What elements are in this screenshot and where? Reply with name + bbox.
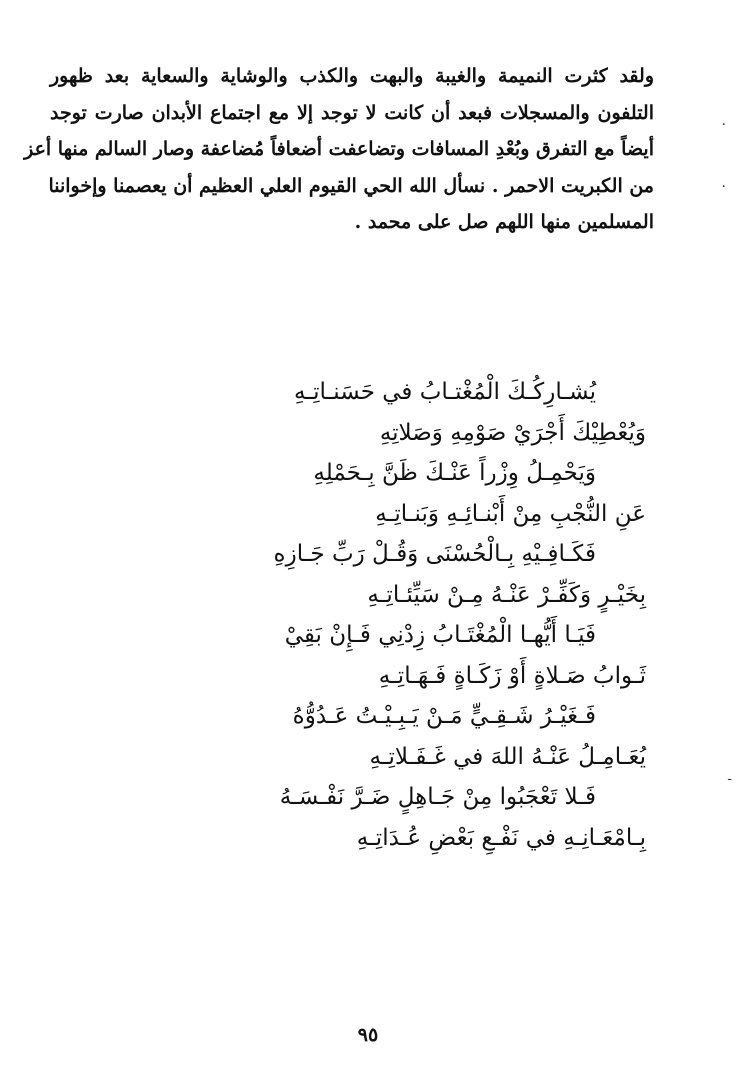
margin-dot: · <box>721 117 726 133</box>
poem-verse: وَيَحْمِـلُ وِزْراً عَنْـكَ ظَنَّ بِـحَمْلِهِ <box>313 460 596 486</box>
poem-verse: بِـامْعَـانِـهِ في نَفْـعِ بَعْضِ عُـدَاتِـهِ <box>356 824 646 851</box>
prose-paragraph <box>24 58 654 241</box>
poem-verse: يُعَـامِـلُ عَنْـهُ اللهَ في غَـفَـلاتِـهِ <box>369 743 646 770</box>
prose-line: ولقد كثرت النميمة والغيبة والبهت والكذب والوشاية والسعاية بعد ظهور <box>50 65 654 87</box>
prose-line: المسلمين منها اللهم صل على محمد . <box>354 211 654 233</box>
margin-dot: · <box>721 179 726 195</box>
margin-dot: - <box>727 771 732 787</box>
poem-verse: وَيُعْطِيْكَ أَجْرَيْ صَوْمِهِ وَصَلاتِهِ <box>379 419 646 446</box>
page-number: ٩٥ <box>357 1024 379 1046</box>
poem-verse: بِخَيْـرٍ وَكَفِّـرْ عَنْـهُ مِـنْ سَيِّئـاتِـهِ <box>367 581 646 608</box>
poem-verse: فَكَـافِـيْهِ بِـالْحُسْنَى وَقُـلْ رَبِّ جَـازِهِ <box>273 541 596 567</box>
prose-line: من الكبريت الاحمر . نسأل الله الحي القيوم العلي العظيم أن يعصمنا وإخواننا <box>48 174 654 197</box>
prose-line: التلفون والمسجلات فبعد أن كانت لا توجد إلا مع اجتماع الأبدان صارت توجد <box>50 101 654 124</box>
poem <box>0 372 736 858</box>
poem-verse: عَنِ النُّجْبِ مِنْ أَبْنـائِـهِ وَبَنـاتِـهِ <box>375 500 646 527</box>
poem-verse: فَـلا تَعْجَبُوا مِنْ جَـاهِلٍ ضَـرَّ نَفْـسَـهُ <box>279 784 596 810</box>
poem-verse: فَـغَيْـرُ شَـقِـيٍّ مَـنْ يَـبِـيْـتُ عَـدُوُّهُ <box>292 703 596 729</box>
poem-verse: ثَـوابُ صَـلاةٍ أَوْ زَكَـاةٍ فَـهَـاتِـهِ <box>378 662 646 689</box>
poem-verse: فَيَـا أَيُّهـا الْمُغْتَـابُ زِدْنِي فَـإِنْ بَقِيْ <box>284 622 596 648</box>
prose-line: أيضاً مع التفرق وبُعْدِ المسافات وتضاعفت أضعافاً مُضاعفة وصار السالم منها أعز <box>24 138 654 160</box>
poem-verse: يُشـارِكُـكَ الْمُغْتـابُ في حَسَنـاتِـهِ <box>294 379 596 405</box>
